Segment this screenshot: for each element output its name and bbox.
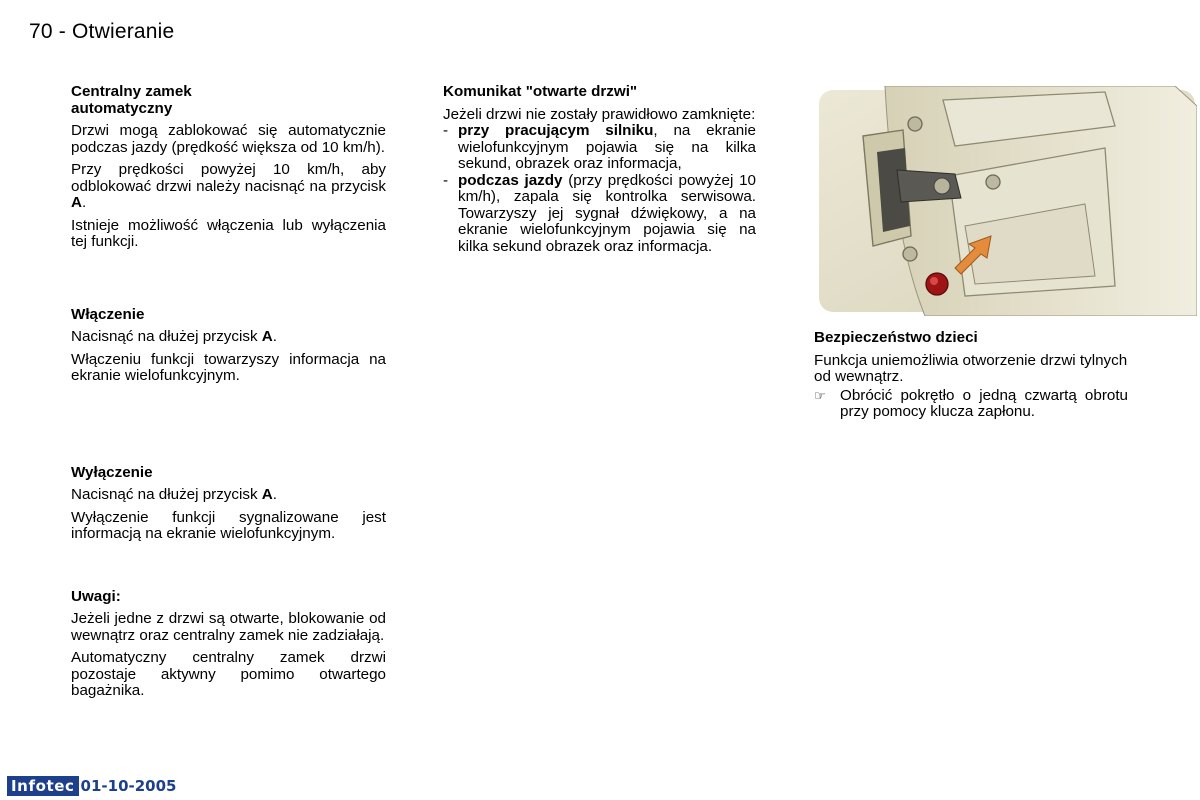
middle-column — [443, 84, 756, 255]
paragraph: Wyłączenie funkcji sygnalizowane jest informacją na ekranie wielofunkcyjnym. — [71, 508, 386, 542]
child-lock-knob — [926, 273, 948, 295]
section-central-lock — [71, 84, 386, 251]
paragraph: Jeżeli jedne z drzwi są otwarte, blokowanie od wewnątrz oraz centralny zamek nie zadziałają. — [71, 610, 386, 644]
paragraph: Nacisnąć na dłużej przycisk A. — [71, 328, 277, 345]
heading-child-safety: Bezpieczeństwo dzieci — [814, 329, 978, 346]
paragraph: Drzwi mogą zablokować się automatycznie podczas jazdy (prędkość większa od 10 km/h). — [71, 122, 386, 156]
heading-notes: Uwagi: — [71, 587, 121, 605]
paragraph: Automatyczny centralny zamek drzwi pozostaje aktywny pomimo otwartego bagażnika. — [71, 649, 386, 699]
list-item: - przy pracującym silniku, na ekranie wielofunkcyjnym pojawia się na kilka sekund, obrazek oraz informacja, — [443, 122, 756, 172]
section-notes — [71, 589, 386, 700]
door-edge-drawing — [815, 86, 1197, 316]
heading-central-lock: Centralny zamek automatyczny — [71, 83, 192, 117]
bullet-marker: - — [443, 171, 449, 189]
paragraph: Nacisnąć na dłużej przycisk A. — [71, 486, 277, 503]
footer-date: 01-10-2005 — [80, 777, 177, 795]
heading-disable: Wyłączenie — [71, 463, 153, 481]
section-enable — [71, 307, 386, 385]
heading-door-message: Komunikat "otwarte drzwi" — [443, 83, 638, 100]
paragraph: Jeżeli drzwi nie zostały prawidłowo zamknięte: — [443, 105, 756, 123]
bullet-marker: - — [443, 122, 449, 139]
heading-enable: Włączenie — [71, 305, 145, 323]
infotec-logo: Infotec — [7, 776, 79, 796]
pointing-hand-icon: ☞ — [814, 387, 826, 403]
footer — [7, 775, 176, 797]
note-item: ☞ Obrócić pokrętło o jedną czwartą obrotu przy pomocy klucza zapłonu. — [814, 386, 1128, 420]
right-column — [814, 330, 1128, 421]
left-column — [71, 84, 386, 706]
page-title: 70 - Otwieranie — [29, 20, 175, 43]
paragraph: Włączeniu funkcji towarzyszy informacja na ekranie wielofunkcyjnym. — [71, 350, 386, 384]
child-lock-illustration — [815, 86, 1197, 316]
paragraph: Funkcja uniemożliwia otworzenie drzwi tylnych od wewnątrz. — [814, 351, 1128, 385]
list-item: - podczas jazdy (przy prędkości powyżej 10 km/h), zapala się kontrolka serwisowa. Towarzyszy jej sygnał dźwiękowy, a na ekranie wielofunkcyjnym pojawia się na kilka sekund obrazek oraz informacja. — [443, 171, 757, 255]
section-disable — [71, 465, 386, 543]
paragraph: Istnieje możliwość włączenia lub wyłączenia tej funkcji. — [71, 216, 386, 250]
paragraph: Przy prędkości powyżej 10 km/h, aby odblokować drzwi należy nacisnąć na przycisk A. — [71, 161, 386, 211]
